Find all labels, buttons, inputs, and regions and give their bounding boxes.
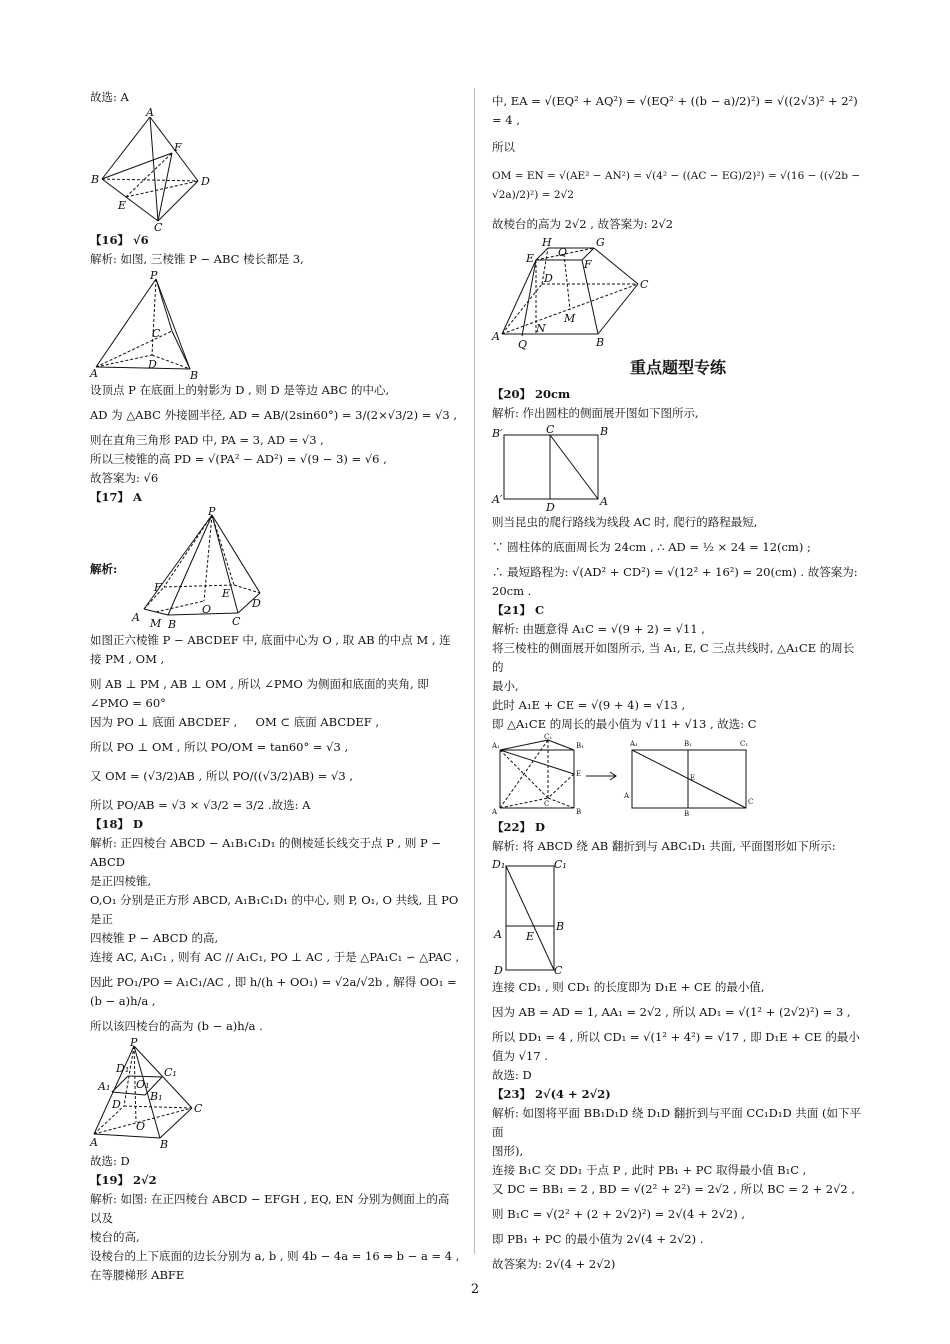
right-column (492, 88, 864, 1274)
text-line: 所以 PO/AB = √3 × √3/2 = 3/2 .故选: A (90, 798, 311, 812)
fig-label: A′ (492, 493, 503, 506)
fig-label: F (584, 258, 592, 271)
text-line: 所以 PO ⊥ OM , 所以 PO/OM = tan60° = √3 , (90, 740, 349, 754)
fig-label: C (194, 1102, 203, 1115)
fig-label: H (542, 236, 552, 249)
fig-label: D (546, 501, 555, 514)
fig-label: F (174, 141, 182, 154)
figure-18-frustum (90, 1036, 220, 1151)
text-line: 所以 DD₁ = 4 , 所以 CD₁ = √(1² + 4²) = √17 , 即 D₁E + CE 的最小值为 √17 . (492, 1030, 860, 1063)
text-line: 连接 CD₁ , 则 CD₁ 的长度即为 D₁E + CE 的最小值, (492, 980, 765, 994)
fig-label: E (222, 587, 231, 600)
fig-label: C₁ (544, 733, 553, 741)
fig-label: B₁ (684, 740, 692, 748)
fig-label: M (150, 617, 162, 630)
fig-label: B (168, 618, 177, 631)
fig-label: Q (518, 338, 528, 351)
text-line: 又 OM = (√3/2)AB , 所以 PO/((√3/2)AB) = √3 , (90, 769, 353, 783)
text-line: 故答案为: 2√(4 + 2√2) (492, 1257, 616, 1271)
fig-label: M (564, 312, 576, 325)
figure-19-frustum (492, 236, 652, 351)
text-line: 中, EA = √(EQ² + AQ²) = √(EQ² + ((b − a)/2)²) = √((2√3)² + 2²) = 4 , (492, 94, 862, 127)
fig-label: A (492, 808, 498, 816)
text-line: 设棱台的上下底面的边长分别为 a, b , 则 4b − 4a = 16 ⇒ b − a = 4 , (90, 1249, 460, 1263)
fig-label: P (130, 1036, 138, 1049)
column-divider (474, 88, 475, 1254)
text-line: 故选: A (90, 90, 129, 104)
text-line: 如图正六棱锥 P − ABCDEF 中, 底面中心为 O , 取 AB 的中点 M , 连 (90, 633, 451, 647)
text-line: AD 为 △ABC 外接圆半径, AD = AB/(2sin60°) = 3/(2×√3/2) = √3 , (90, 408, 457, 422)
figure-17-hexagonal-pyramid (124, 505, 264, 631)
fig-label: D (544, 272, 553, 285)
fig-label: A (624, 792, 630, 800)
fig-label: O₁ (136, 1078, 150, 1091)
fig-label: B (160, 1138, 169, 1151)
text-line: 则当昆虫的爬行路线为线段 AC 时, 爬行的路程最短, (492, 515, 758, 529)
fig-label: D₁ (492, 858, 506, 871)
text-line: OM = EN = √(AE² − AN²) = √(4² − ((AC − EG)/2)²) = √(16 − ((√2b − √2a)/2)²) = 2√2 (492, 170, 864, 201)
left-column (90, 88, 460, 1285)
fig-label: C (152, 327, 161, 340)
fig-label: E (526, 252, 535, 265)
answer-21: 【21】 C (492, 603, 545, 617)
fig-label: A (132, 611, 140, 624)
text-line: 此时 A₁E + CE = √(9 + 4) = √13 , (492, 698, 686, 712)
fig-label: B (556, 920, 565, 933)
text-line: 即 PB₁ + PC 的最小值为 2√(4 + 2√2) . (492, 1232, 704, 1246)
fig-label: A (90, 1136, 98, 1149)
fig-label: C₁ (554, 858, 567, 871)
text-line: ∠PMO = 60° (90, 696, 166, 710)
fig-label: B′ (492, 427, 503, 440)
figure-16-pyramid (90, 269, 220, 382)
answer-20: 【20】 20cm (492, 387, 571, 401)
fig-label: B (91, 173, 100, 186)
figure-15-tetrahedron (90, 106, 230, 234)
fig-label: B (576, 808, 582, 816)
figure-21-prism-and-net (492, 733, 754, 818)
text-line: 四棱锥 P − ABCD 的高, (90, 931, 219, 945)
text-line: 解析: 如图将平面 BB₁D₁D 绕 D₁D 翻折到与平面 CC₁D₁D 共面 (如下平面 (492, 1106, 861, 1139)
fig-label: E (690, 774, 696, 782)
text-line: 连接 B₁C 交 DD₁ 于点 P , 此时 PB₁ + PC 取得最小值 B₁C , (492, 1163, 807, 1177)
fig-label: O (558, 246, 568, 259)
fig-label: B (190, 369, 199, 382)
fig-label: D (252, 597, 261, 610)
text-line: 接 PM , OM , (90, 652, 165, 666)
fig-label: G (596, 236, 605, 249)
text-line: 解析: 正四棱台 ABCD − A₁B₁C₁D₁ 的侧棱延长线交于点 P , 则 P − ABCD (90, 836, 445, 869)
figure-22-folded-net (492, 858, 582, 976)
text-line: 故选: D (90, 1154, 130, 1168)
answer-17: 【17】 A (90, 490, 142, 504)
text-line: 是正四棱锥, (90, 874, 152, 888)
answer-23: 【23】 2√(4 + 2√2) (492, 1087, 611, 1101)
fig-label: D (148, 358, 157, 371)
fig-label: D₁ (116, 1062, 130, 1075)
analysis-label: 解析: (90, 561, 118, 576)
fig-label: A₁ (492, 742, 500, 750)
text-line: 图形), (492, 1144, 524, 1158)
text-line: 故答案为: √6 (90, 471, 159, 485)
answer-22: 【22】 D (492, 820, 545, 834)
fig-label: N (536, 322, 546, 335)
text-line: 故选: D (492, 1068, 532, 1082)
answer-16: 【16】 √6 (90, 233, 149, 247)
text-line: 则在直角三角形 PAD 中, PA = 3, AD = √3 , (90, 433, 324, 447)
page-number: 2 (470, 1282, 480, 1297)
text-line: 则 AB ⊥ PM , AB ⊥ OM , 所以 ∠PMO 为侧面和底面的夹角, 即 (90, 677, 429, 691)
fig-label: C (748, 798, 754, 806)
fig-label: C (546, 423, 555, 436)
fig-label: P (150, 269, 158, 282)
text-line: 在等腰梯形 ABFE (90, 1268, 185, 1282)
answer-19: 【19】 2√2 (90, 1173, 157, 1187)
text-line: 解析: 由题意得 A₁C = √(9 + 2) = √11 , (492, 622, 705, 636)
text-line: 又 DC = BB₁ = 2 , BD = √(2² + 2²) = 2√2 , 所以 BC = 2 + 2√2 , (492, 1182, 856, 1196)
figure-20-cylinder-net (492, 423, 622, 514)
fig-label: P (208, 505, 216, 518)
text-line: 解析: 如图, 三棱锥 P − ABC 棱长都是 3, (90, 252, 304, 266)
text-line: 则 B₁C = √(2² + (2 + 2√2)²) = 2√(4 + 2√2) , (492, 1207, 746, 1221)
text-line: 因为 AB = AD = 1, AA₁ = 2√2 , 所以 AD₁ = √(1² + (2√2)²) = 3 , (492, 1005, 851, 1019)
text-line: 故棱台的高为 2√2 , 故答案为: 2√2 (492, 217, 674, 231)
fig-label: O (136, 1120, 146, 1133)
fig-label: C₁ (164, 1066, 177, 1079)
fig-label: E (526, 930, 535, 943)
fig-label: B₁ (150, 1090, 163, 1103)
text-line: ∵ 圆柱体的底面周长为 24cm , ∴ AD = ½ × 24 = 12(cm) ; (492, 540, 811, 554)
text-line: 所以三棱锥的高 PD = √(PA² − AD²) = √(9 − 3) = √6 , (90, 452, 387, 466)
fig-label: B (596, 336, 605, 349)
fig-label: C (640, 278, 649, 291)
text-line: 解析: 将 ABCD 绕 AB 翻折到与 ABC₁D₁ 共面, 平面图形如下所示: (492, 839, 836, 853)
fig-label: A (600, 495, 608, 508)
fig-label: A₁ (98, 1080, 111, 1093)
text-line: 连接 AC, A₁C₁ , 则有 AC // A₁C₁, PO ⊥ AC , 于是 △PA₁C₁ ∽ △PAC , (90, 950, 460, 964)
text-line: ∴ 最短路程为: √(AD² + CD²) = √(12² + 16²) = 20(cm) . 故答案为: 20cm . (492, 565, 862, 598)
fig-label: C₁ (740, 740, 749, 748)
fig-label: A (146, 106, 154, 119)
fig-label: E (576, 770, 582, 778)
text-line: 设顶点 P 在底面上的射影为 D , 则 D 是等边 ABC 的中心, (90, 383, 390, 397)
text-line: 将三棱柱的侧面展开如图所示, 当 A₁, E, C 三点共线时, △A₁CE 的周长的 (492, 641, 855, 674)
answer-18: 【18】 D (90, 817, 143, 831)
fig-label: B (684, 810, 690, 818)
text-line: 解析: 作出圆柱的侧面展开图如下图所示, (492, 406, 699, 420)
text-line: 即 △A₁CE 的周长的最小值为 √11 + √13 , 故选: C (492, 717, 757, 731)
fig-label: D (494, 964, 503, 977)
fig-label: A (90, 367, 98, 380)
section-heading: 重点题型专练 (629, 358, 726, 377)
fig-label: C (544, 800, 550, 808)
fig-label: A (494, 928, 502, 941)
text-line: 所以 (492, 140, 515, 154)
text-line: 因为 PO ⊥ 底面 ABCDEF , OM ⊂ 底面 ABCDEF , (90, 715, 380, 729)
text-line: O,O₁ 分别是正方形 ABCD, A₁B₁C₁D₁ 的中心, 则 P, O₁, O 共线, 且 PO 是正 (90, 893, 462, 926)
fig-label: C (154, 221, 163, 234)
fig-label: C (232, 615, 241, 628)
fig-label: D (201, 175, 210, 188)
fig-label: A (492, 330, 500, 343)
fig-label: C (554, 964, 563, 977)
fig-label: E (118, 199, 127, 212)
text-line: 解析: 如图: 在正四棱台 ABCD − EFGH , EQ, EN 分别为侧面上的高以及 (90, 1192, 450, 1225)
text-line: 所以该四棱台的高为 (b − a)h/a . (90, 1019, 263, 1033)
fig-label: A₁ (630, 740, 638, 748)
fig-label: F (154, 581, 162, 594)
fig-label: B (600, 425, 609, 438)
text-line: 棱台的高, (90, 1230, 140, 1244)
text-line: 因此 PO₁/PO = A₁C₁/AC , 即 h/(h + OO₁) = √2a/√2b , 解得 OO₁ = (b − a)h/a , (90, 975, 461, 1008)
fig-label: O (202, 603, 212, 616)
fig-label: D (112, 1098, 121, 1111)
text-line: 最小, (492, 679, 519, 693)
fig-label: B₁ (576, 742, 584, 750)
